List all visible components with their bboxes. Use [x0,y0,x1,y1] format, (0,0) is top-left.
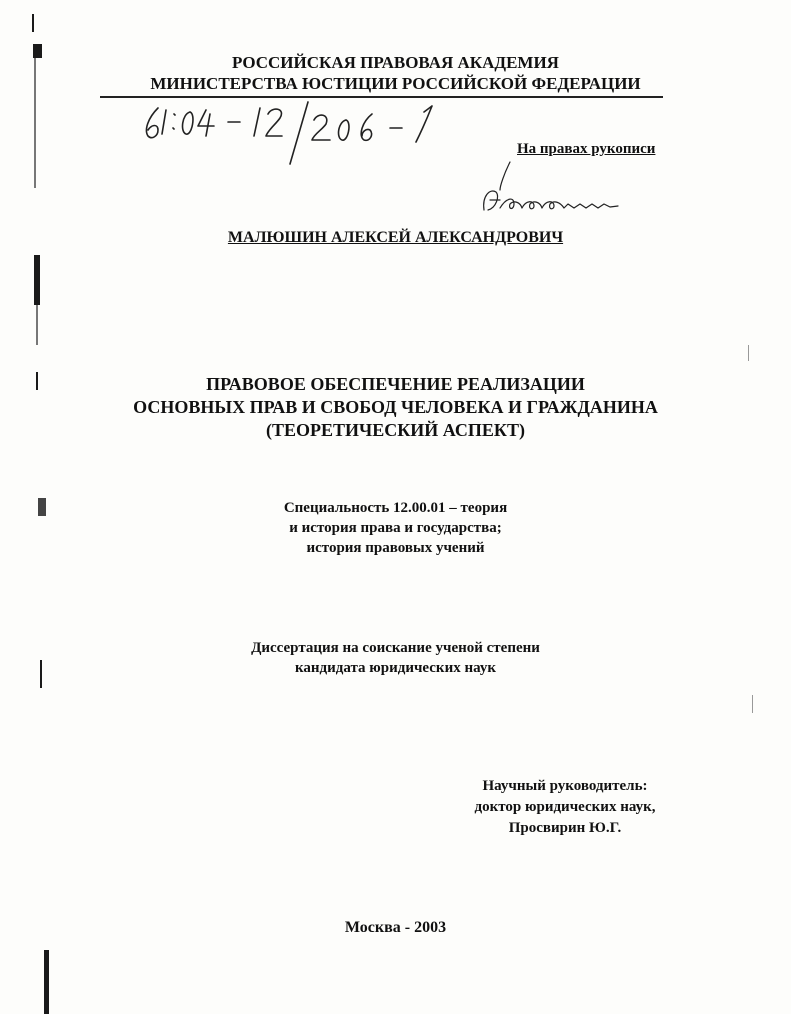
degree-line: Диссертация на соискание ученой степени [251,640,540,656]
scan-artifact [32,14,34,32]
institution-line: МИНИСТЕРСТВА ЮСТИЦИИ РОССИЙСКОЙ ФЕДЕРАЦИИ [150,74,641,93]
supervisor-block [420,776,710,839]
supervisor-line: доктор юридических наук, [474,799,656,815]
specialty-line: Специальность 12.00.01 – теория [283,500,508,516]
degree-block [0,638,791,678]
city-year: Москва - 2003 [344,919,447,936]
specialty-line: история правовых учений [306,540,485,556]
institution-line: РОССИЙСКАЯ ПРАВОВАЯ АКАДЕМИЯ [232,53,559,72]
title-line: (ТЕОРЕТИЧЕСКИЙ АСПЕКТ) [266,420,525,440]
supervisor-line: Просвирин Ю.Г. [508,820,622,836]
dissertation-title [0,373,791,442]
scan-artifact [36,305,38,345]
title-line: ПРАВОВОЕ ОБЕСПЕЧЕНИЕ РЕАЛИЗАЦИИ [206,374,585,394]
scan-artifact [752,695,753,713]
supervisor-line: Научный руководитель: [482,778,648,794]
specialty-line: и история права и государства; [289,520,502,536]
header-divider [100,96,663,98]
scan-artifact [748,345,749,361]
handwritten-registry-number [140,100,500,170]
specialty-block [0,498,791,558]
institution-header [0,52,791,94]
scan-artifact [44,950,49,1014]
degree-line: кандидата юридических наук [295,660,496,676]
author-signature [470,160,630,220]
manuscript-note: На правах рукописи [517,141,656,157]
title-line: ОСНОВНЫХ ПРАВ И СВОБОД ЧЕЛОВЕКА И ГРАЖДАНИНА [133,397,658,417]
scan-artifact [34,255,40,305]
author-name: МАЛЮШИН АЛЕКСЕЙ АЛЕКСАНДРОВИЧ [227,229,564,246]
